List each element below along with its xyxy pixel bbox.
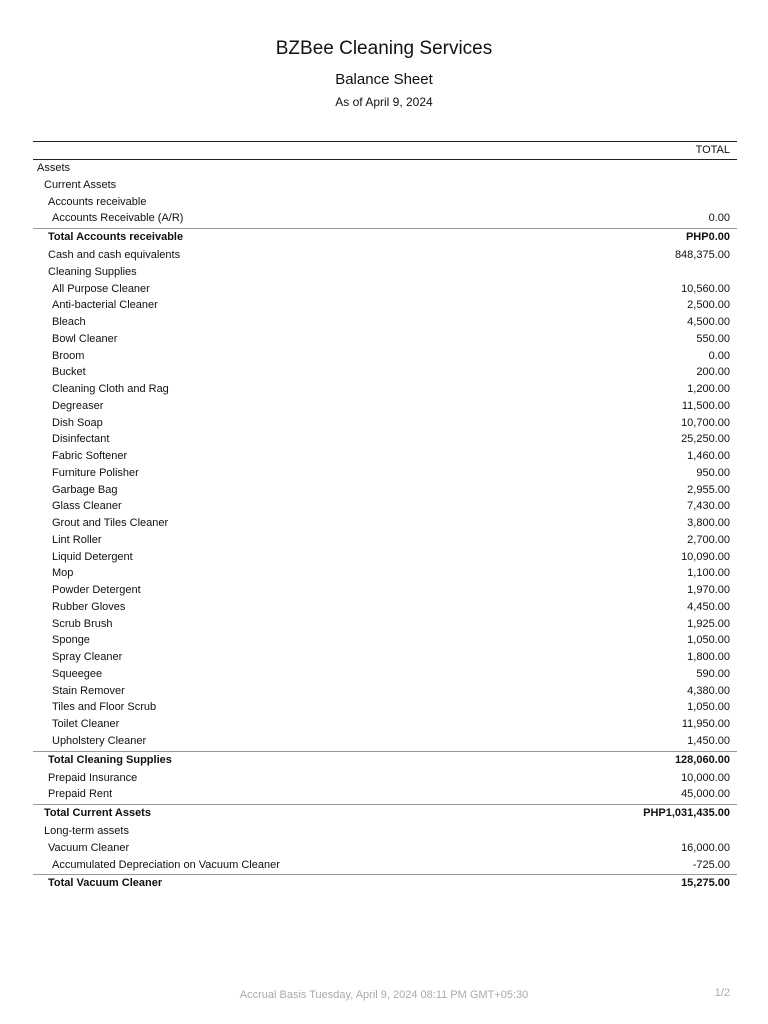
table-row xyxy=(33,823,737,840)
total-column-header: TOTAL xyxy=(33,141,737,160)
total-row xyxy=(33,228,737,247)
row-amount: 1,460.00 xyxy=(687,450,730,462)
row-amount: 4,500.00 xyxy=(687,316,730,328)
table-row xyxy=(33,616,737,633)
table-row xyxy=(33,549,737,566)
row-label: Toilet Cleaner xyxy=(52,718,120,730)
table-row xyxy=(33,398,737,415)
table-row xyxy=(33,314,737,331)
row-label: Sponge xyxy=(52,634,90,647)
row-amount: 15,275.00 xyxy=(681,877,730,890)
row-label: Stain Remover xyxy=(52,684,125,697)
table-row xyxy=(33,666,737,683)
row-amount: 11,950.00 xyxy=(681,718,730,730)
row-amount: 7,430.00 xyxy=(687,500,730,513)
row-amount: 2,500.00 xyxy=(687,299,730,312)
row-label: Total Current Assets xyxy=(44,807,151,819)
table-row xyxy=(33,431,737,448)
row-amount: 10,560.00 xyxy=(681,282,730,295)
table-row xyxy=(33,786,737,803)
table-row xyxy=(33,177,737,194)
row-label: Upholstery Cleaner xyxy=(52,734,147,747)
row-label: Cleaning Supplies xyxy=(48,265,137,278)
row-amount: 950.00 xyxy=(696,466,730,479)
table-row xyxy=(33,160,737,177)
row-label: Dish Soap xyxy=(52,416,103,429)
row-label: Accumulated Depreciation on Vacuum Cleaner xyxy=(52,858,280,871)
row-amount: 10,000.00 xyxy=(681,771,730,784)
row-amount: 1,050.00 xyxy=(687,634,730,647)
table-row xyxy=(33,683,737,700)
row-label: Vacuum Cleaner xyxy=(48,841,130,854)
row-amount: 1,970.00 xyxy=(687,584,730,596)
row-label: Scrub Brush xyxy=(52,617,113,630)
row-label: Bowl Cleaner xyxy=(52,332,118,345)
row-label: Total Accounts receivable xyxy=(48,231,184,243)
row-amount: 1,800.00 xyxy=(687,651,730,663)
row-amount: 16,000.00 xyxy=(681,841,730,854)
row-amount: 1,100.00 xyxy=(687,567,730,580)
row-label: Powder Detergent xyxy=(52,584,141,596)
row-amount: 4,450.00 xyxy=(687,600,730,613)
row-amount: 2,955.00 xyxy=(687,483,730,496)
table-row xyxy=(33,515,737,532)
row-amount: 0.00 xyxy=(708,212,730,225)
row-amount: 45,000.00 xyxy=(681,788,730,801)
row-amount: 4,380.00 xyxy=(687,684,730,697)
footer-basis-timestamp: Accrual Basis Tuesday, April 9, 2024 08:11 PM GMT+05:30 xyxy=(239,989,529,1001)
balance-sheet-table xyxy=(33,141,737,893)
company-name: BZBee Cleaning Services xyxy=(275,38,493,59)
table-row xyxy=(33,482,737,499)
row-label: Lint Roller xyxy=(52,533,102,546)
total-row xyxy=(33,751,737,770)
row-label: Tiles and Floor Scrub xyxy=(52,701,157,714)
table-row xyxy=(33,348,737,365)
page-number: 1/2 xyxy=(714,987,730,999)
row-label: Glass Cleaner xyxy=(52,500,122,513)
row-amount: 0.00 xyxy=(708,349,730,362)
row-label: Grout and Tiles Cleaner xyxy=(52,517,169,529)
row-label: Disinfectant xyxy=(52,433,110,446)
table-row xyxy=(33,415,737,432)
table-row xyxy=(33,297,737,314)
row-label: Broom xyxy=(52,349,85,362)
table-row xyxy=(33,331,737,348)
table-row xyxy=(33,264,737,281)
table-row xyxy=(33,840,737,857)
row-label: Prepaid Rent xyxy=(48,788,113,801)
table-row xyxy=(33,364,737,381)
row-amount: 10,090.00 xyxy=(681,550,730,563)
row-label: Prepaid Insurance xyxy=(48,771,138,784)
row-label: Degreaser xyxy=(52,399,104,412)
row-label: Squeegee xyxy=(52,667,103,680)
table-row xyxy=(33,632,737,649)
row-amount: 200.00 xyxy=(696,366,730,379)
row-amount: 128,060.00 xyxy=(674,753,730,766)
row-label: All Purpose Cleaner xyxy=(52,282,150,295)
row-label: Spray Cleaner xyxy=(52,651,123,663)
table-row xyxy=(33,498,737,515)
row-label: Cleaning Cloth and Rag xyxy=(52,383,169,395)
table-row xyxy=(33,649,737,666)
total-row xyxy=(33,804,737,823)
row-amount: 3,800.00 xyxy=(687,517,730,529)
row-label: Bleach xyxy=(52,316,86,328)
report-date: As of April 9, 2024 xyxy=(335,95,433,109)
table-row xyxy=(33,582,737,599)
table-row xyxy=(33,532,737,549)
table-row xyxy=(33,857,737,874)
row-label: Bucket xyxy=(52,366,86,379)
row-label: Long-term assets xyxy=(44,825,129,837)
row-amount: 11,500.00 xyxy=(681,399,730,412)
row-amount: 1,050.00 xyxy=(687,701,730,714)
row-amount: 1,925.00 xyxy=(687,617,730,630)
row-amount: 10,700.00 xyxy=(681,416,730,429)
table-row xyxy=(33,770,737,787)
row-amount: -725.00 xyxy=(692,858,730,871)
row-amount: 1,450.00 xyxy=(687,734,730,747)
row-label: Accounts receivable xyxy=(48,195,147,208)
row-label: Total Vacuum Cleaner xyxy=(48,877,163,890)
row-amount: PHP0.00 xyxy=(685,231,730,243)
row-amount: PHP1,031,435.00 xyxy=(643,807,730,819)
table-row xyxy=(33,733,737,750)
row-label: Furniture Polisher xyxy=(52,466,139,479)
row-label: Accounts Receivable (A/R) xyxy=(52,212,184,225)
row-label: Current Assets xyxy=(44,178,117,191)
row-amount: 25,250.00 xyxy=(681,433,730,446)
row-label: Assets xyxy=(37,162,71,174)
table-row xyxy=(33,699,737,716)
row-amount: 848,375.00 xyxy=(674,249,730,261)
row-label: Cash and cash equivalents xyxy=(48,249,181,261)
table-body xyxy=(33,160,737,893)
table-row xyxy=(33,716,737,733)
table-row xyxy=(33,565,737,582)
row-label: Rubber Gloves xyxy=(52,600,126,613)
table-row xyxy=(33,465,737,482)
row-label: Garbage Bag xyxy=(52,483,118,496)
table-row xyxy=(33,448,737,465)
row-label: Total Cleaning Supplies xyxy=(48,753,172,766)
row-amount: 590.00 xyxy=(696,667,730,680)
table-row xyxy=(33,194,737,211)
row-label: Anti-bacterial Cleaner xyxy=(52,299,158,312)
row-label: Mop xyxy=(52,567,74,580)
table-row xyxy=(33,599,737,616)
row-amount: 2,700.00 xyxy=(687,533,730,546)
table-row xyxy=(33,381,737,398)
row-label: Fabric Softener xyxy=(52,450,128,462)
report-title: Balance Sheet xyxy=(335,71,433,88)
table-row xyxy=(33,281,737,298)
table-row xyxy=(33,210,737,227)
row-amount: 550.00 xyxy=(696,332,730,345)
table-row xyxy=(33,247,737,264)
row-amount: 1,200.00 xyxy=(687,383,730,395)
total-row xyxy=(33,874,737,893)
row-label: Liquid Detergent xyxy=(52,550,133,563)
